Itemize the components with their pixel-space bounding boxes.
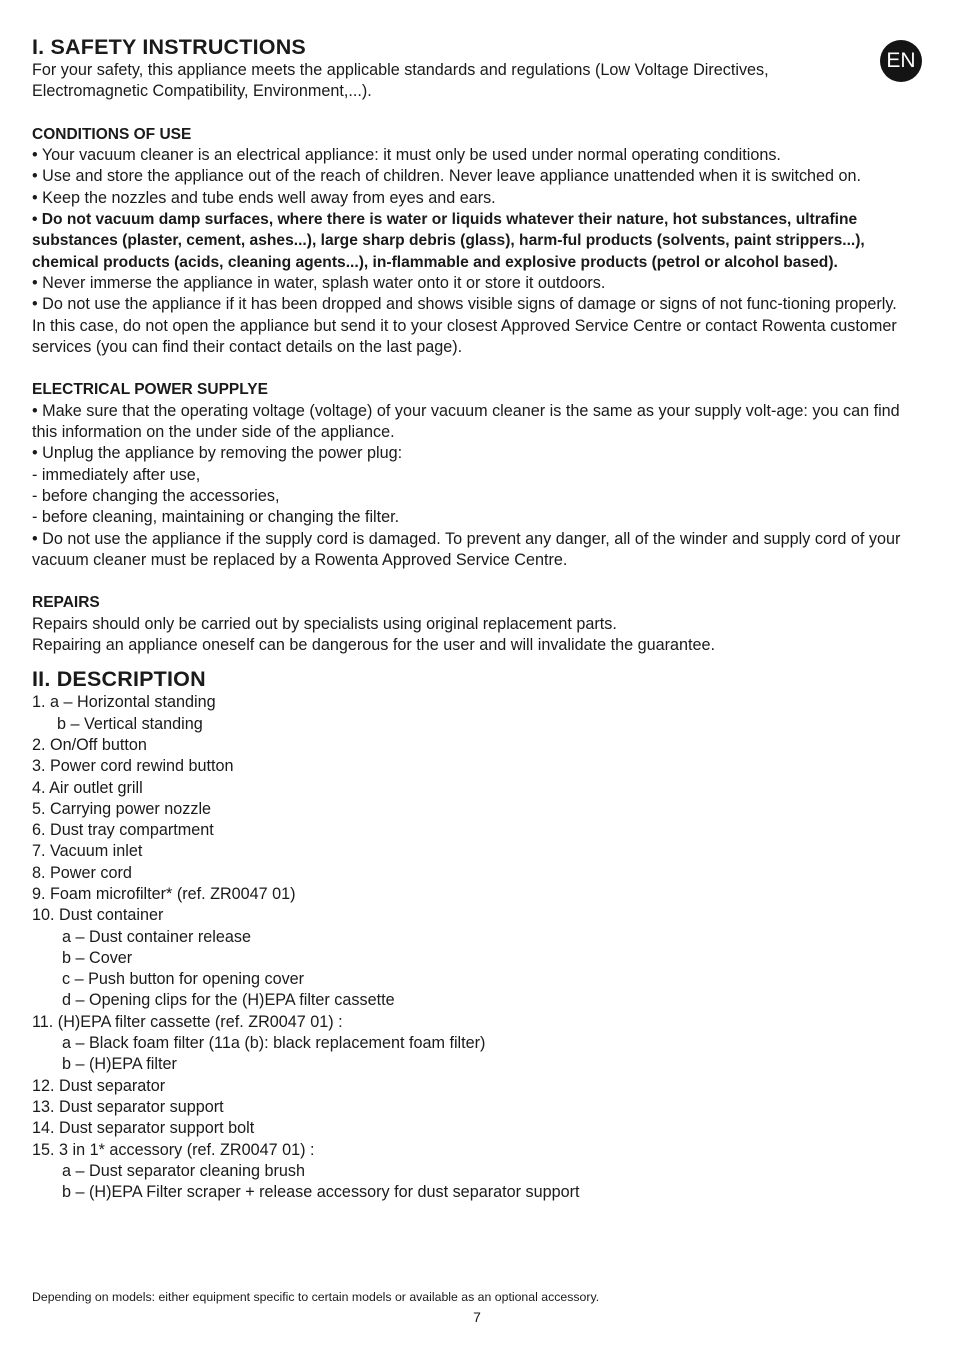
- conditions-item-2: • Use and store the appliance out of the reach of children. Never leave appliance unattended when it is switched on.: [32, 167, 862, 186]
- list-item: 6. Dust tray compartment: [32, 821, 214, 840]
- power-item-4: - before changing the accessories,: [32, 486, 280, 505]
- conditions-item-3: • Keep the nozzles and tube ends well away from eyes and ears.: [32, 188, 496, 207]
- power-item-1: • Make sure that the operating voltage (voltage) of your vacuum cleaner is the same as your supply volt-age: you can find this information on the under side of the appliance.: [32, 401, 900, 442]
- conditions-item-7: In this case, do not open the appliance but send it to your closest Approved Service Centre or contact Rowenta customer services (you can find their contact details on the last page).: [32, 316, 897, 356]
- conditions-item-6: • Do not use the appliance if it has been dropped and shows visible signs of damage or signs of not func-tioning properly.: [32, 295, 897, 314]
- list-item: d – Opening clips for the (H)EPA filter cassette: [62, 991, 395, 1010]
- repairs-item-2: Repairing an appliance oneself can be dangerous for the user and will invalidate the guarantee.: [32, 636, 716, 655]
- list-item: 8. Power cord: [32, 863, 132, 882]
- list-item: a – Dust container release: [62, 927, 251, 946]
- list-item: a – Dust separator cleaning brush: [62, 1161, 305, 1180]
- conditions-item-4-warning: • Do not vacuum damp surfaces, where there is water or liquids whatever their nature, hot substances, ultrafine substances (plaster, cement, ashes...), large sharp debris (glass), harm-ful products (solvents, paint strippers...), chemical products (acids, cleaning agents...), in-flammable and explosive products (petrol or alcohol based).: [32, 211, 865, 271]
- list-item: 15. 3 in 1* accessory (ref. ZR0047 01) :: [32, 1140, 315, 1159]
- page-number: 7: [473, 1309, 481, 1325]
- list-item: 7. Vacuum inlet: [32, 842, 143, 861]
- heading-electrical-power: ELECTRICAL POWER SUPPLYE: [32, 381, 268, 399]
- heading-conditions-of-use: CONDITIONS OF USE: [32, 125, 192, 143]
- list-item: 9. Foam microfilter* (ref. ZR0047 01): [32, 884, 296, 903]
- section-title-safety: I. SAFETY INSTRUCTIONS: [32, 35, 306, 59]
- power-item-6: • Do not use the appliance if the supply cord is damaged. To prevent any danger, all of the winder and supply cord of your vacuum cleaner must be replaced by a Rowenta Approved Service Centre.: [32, 529, 901, 569]
- list-item: b – Cover: [62, 948, 133, 967]
- heading-repairs: REPAIRS: [32, 594, 100, 612]
- list-item: 13. Dust separator support: [32, 1097, 224, 1116]
- conditions-item-5: • Never immerse the appliance in water, splash water onto it or store it outdoors.: [32, 273, 606, 292]
- language-badge: EN: [880, 40, 922, 82]
- description-list: [32, 692, 924, 1203]
- power-item-2: • Unplug the appliance by removing the power plug:: [32, 444, 403, 463]
- list-item: 2. On/Off button: [32, 735, 147, 754]
- list-item: 3. Power cord rewind button: [32, 757, 234, 776]
- safety-intro: For your safety, this appliance meets the applicable standards and regulations (Low Voltage Directives, Electromagnetic Compatibility, Environment,...).: [32, 61, 769, 101]
- list-item: 10. Dust container: [32, 906, 164, 925]
- section-title-description: II. DESCRIPTION: [32, 667, 206, 692]
- list-item: 14. Dust separator support bolt: [32, 1119, 255, 1138]
- list-item: 12. Dust separator: [32, 1076, 166, 1095]
- list-item: a – Black foam filter (11a (b): black replacement foam filter): [62, 1034, 486, 1053]
- document-body: [32, 34, 924, 1203]
- list-item: c – Push button for opening cover: [62, 970, 305, 989]
- list-item: b – (H)EPA Filter scraper + release accessory for dust separator support: [62, 1183, 580, 1202]
- power-item-5: - before cleaning, maintaining or changing the filter.: [32, 508, 400, 527]
- list-item: 11. (H)EPA filter cassette (ref. ZR0047 01) :: [32, 1012, 343, 1031]
- list-item: b – Vertical standing: [57, 714, 203, 733]
- repairs-item-1: Repairs should only be carried out by specialists using original replacement parts.: [32, 614, 617, 633]
- list-item: 1. a – Horizontal standing: [32, 693, 216, 712]
- conditions-item-1: • Your vacuum cleaner is an electrical appliance: it must only be used under normal operating conditions.: [32, 146, 781, 165]
- power-item-3: - immediately after use,: [32, 465, 201, 484]
- footnote: Depending on models: either equipment specific to certain models or available as an optional accessory.: [32, 1290, 600, 1304]
- list-item: b – (H)EPA filter: [62, 1055, 177, 1074]
- list-item: 4. Air outlet grill: [32, 778, 143, 797]
- list-item: 5. Carrying power nozzle: [32, 799, 212, 818]
